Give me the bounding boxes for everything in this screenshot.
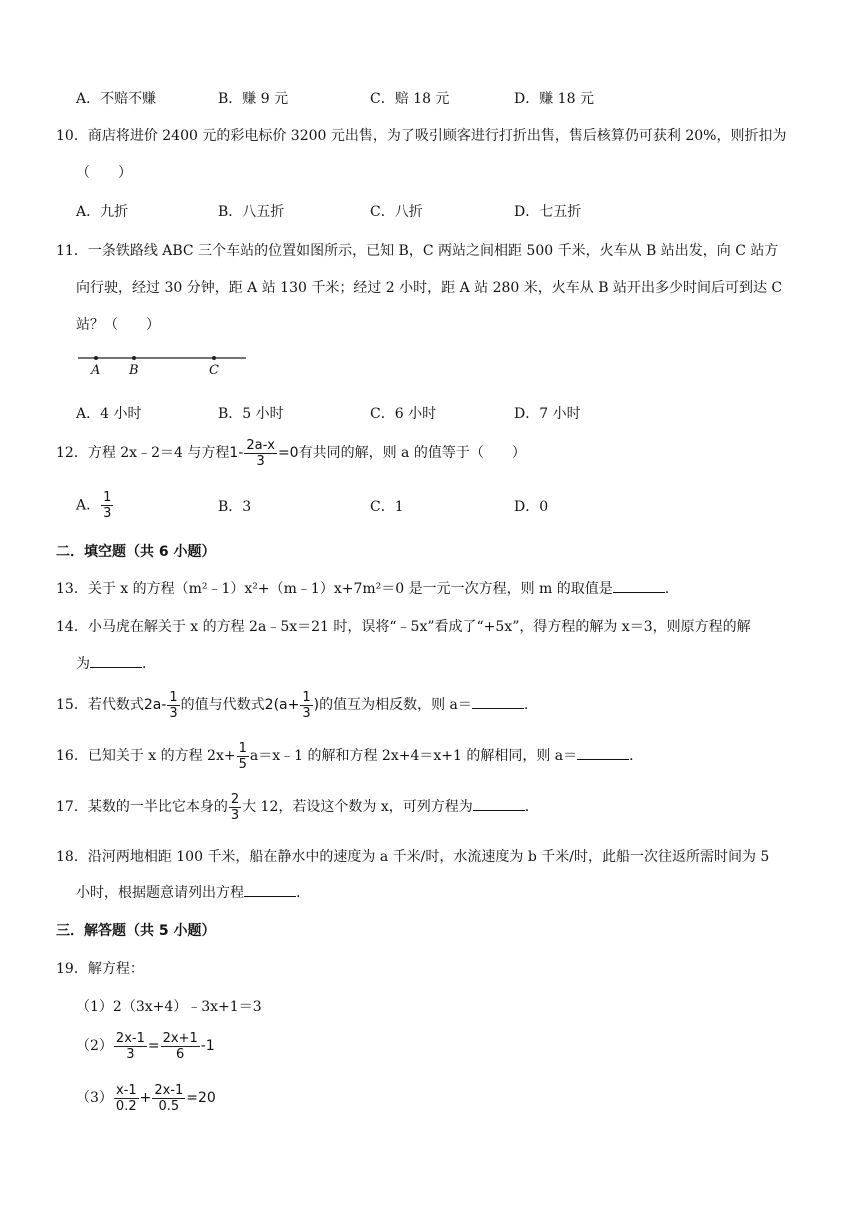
q14-answer-blank xyxy=(90,653,142,668)
q15-prefix: 15．若代数式 xyxy=(56,697,144,713)
q16-answer-blank xyxy=(577,745,629,760)
q19-p3-plus: + xyxy=(139,1090,152,1106)
q19-p3-right-frac xyxy=(152,1083,185,1114)
q11-line2: 向行驶，经过 30 分钟，距 A 站 130 千米；经过 2 小时，距 A 站 280 米，火车从 B 站开出多少时间后可到达 C xyxy=(76,280,783,296)
q12-one: 1 xyxy=(229,445,239,461)
q16 xyxy=(56,738,634,774)
q17-suffix: 大 12，若设这个数为 x，可列方程为 xyxy=(242,799,473,815)
q14-line2-text: 为 xyxy=(76,656,90,672)
q19-p3-left-frac xyxy=(114,1083,139,1114)
station-c-label: C xyxy=(209,363,219,378)
q15-suffix: 的值互为相反数，则 a＝ xyxy=(319,697,472,713)
q12-suffix: 有共同的解，则 a 的值等于（ ） xyxy=(298,445,526,461)
q12-option-c: C．1 xyxy=(370,499,404,515)
q12-a-den: 3 xyxy=(103,506,112,521)
section-3-heading: 三．解答题（共 5 小题） xyxy=(56,923,216,939)
q9-option-d: D．赚 18 元 xyxy=(514,91,594,107)
q17 xyxy=(56,789,529,825)
q17-f-den: 3 xyxy=(230,807,240,823)
q10-line1: 10．商店将进价 2400 元的彩电标价 3200 元出售，为了吸引顾客进行打折出售，售后核算仍可获利 20%，则折扣为 xyxy=(56,128,787,144)
q12-option-a xyxy=(76,490,114,521)
q19-p2-r-num: 2x+1 xyxy=(162,1030,198,1046)
q15 xyxy=(56,687,528,723)
railway-figure xyxy=(74,348,250,382)
q14-line1: 14．小马虎在解关于 x 的方程 2a﹣5x＝21 时，误将“﹣5x”看成了“+5x”，得方程的解为 x＝3，则原方程的解 xyxy=(56,619,751,635)
q19-p2-tail: -1 xyxy=(200,1038,215,1054)
q11-option-d: D．7 小时 xyxy=(514,406,581,422)
q12-frac-num: 2a-x xyxy=(246,437,275,453)
q17-period: . xyxy=(524,799,530,815)
q9-option-c: C．赔 18 元 xyxy=(370,91,450,107)
q15-f1-num: 1 xyxy=(169,689,178,705)
q15-answer-blank xyxy=(472,694,524,709)
railway-line-diagram xyxy=(74,348,250,382)
q12-frac-den: 3 xyxy=(256,453,265,469)
q10-option-b: B．八五折 xyxy=(218,204,285,220)
q17-f-num: 2 xyxy=(230,791,240,807)
q15-mid: 的值与代数式 xyxy=(180,697,265,713)
q15-frac2 xyxy=(300,690,312,721)
q13-text: 13．关于 x 的方程（m²﹣1）x²+（m﹣1）x+7m²＝0 是一元一次方程，则 m 的取值是 xyxy=(56,581,613,597)
q11-option-b: B．5 小时 xyxy=(218,406,284,422)
q12-a-num: 1 xyxy=(103,490,112,505)
q12-eq: =0 xyxy=(277,445,299,461)
q14-line2 xyxy=(76,653,146,673)
q15-f1-den: 3 xyxy=(169,705,178,721)
q19-p3-tail: =20 xyxy=(186,1090,216,1106)
station-c-dot xyxy=(212,356,216,360)
q13 xyxy=(56,578,669,598)
q19-part2 xyxy=(76,1026,215,1066)
q15-frac1 xyxy=(167,690,179,721)
station-b-dot xyxy=(132,356,136,360)
q12-option-b: B．3 xyxy=(218,499,252,515)
q18-answer-blank xyxy=(244,882,296,897)
q16-period: . xyxy=(629,748,634,764)
q19-p2-r-den: 6 xyxy=(176,1046,185,1062)
q12-option-d: D．0 xyxy=(514,499,549,515)
q18-period: . xyxy=(296,885,301,901)
q16-suffix: a＝x﹣1 的解和方程 2x+4＝x+1 的解相同，则 a＝ xyxy=(249,748,578,764)
q15-period: . xyxy=(523,697,529,713)
q17-prefix: 17．某数的一半比它本身的 xyxy=(56,799,228,815)
q11-option-c: C．6 小时 xyxy=(370,406,437,422)
q19-p2-left-frac xyxy=(114,1031,147,1062)
q12-stem: 12．方程 2x﹣2＝4 与方程1- $\frac{2a-x}{3}$ =0有共同的解，则 a 的值等于（ ） xyxy=(56,437,526,469)
q17-frac xyxy=(229,792,241,823)
q18-line1: 18．沿河两地相距 100 千米，船在静水中的速度为 a 千米/时，水流速度为 b 千米/时，此船一次往返所需时间为 5 xyxy=(56,849,770,865)
q19-p2-eq: = xyxy=(147,1038,160,1054)
q10-line2: （ ） xyxy=(76,165,132,181)
q19-p2-l-num: 2x-1 xyxy=(115,1030,145,1046)
q17-answer-blank xyxy=(473,796,525,811)
q13-answer-blank xyxy=(613,578,665,593)
q19-part1: （1）2（3x+4）﹣3x+1＝3 xyxy=(76,999,262,1015)
station-a-label: A xyxy=(91,363,101,378)
q12-a-fraction xyxy=(101,490,113,521)
q19-p3-l-num: x-1 xyxy=(114,1083,139,1099)
station-b-label: B xyxy=(129,363,139,378)
q9-option-a: A．不赔不赚 xyxy=(76,91,157,107)
q16-f-num: 1 xyxy=(238,740,247,756)
q19-part3 xyxy=(76,1078,216,1118)
q12-fraction xyxy=(244,438,277,469)
q12-prefix: 12．方程 2x﹣2＝4 与方程 xyxy=(56,445,230,461)
q12-a-label: A． xyxy=(76,497,101,514)
q13-period: . xyxy=(664,581,670,597)
q19-p2-right-frac xyxy=(161,1031,200,1062)
q15-expr2b: ) xyxy=(313,697,320,713)
q15-f2-num: 1 xyxy=(302,689,311,705)
q16-f-den: 5 xyxy=(238,756,247,772)
q19-title: 19．解方程： xyxy=(56,961,144,977)
q19-p2-l-den: 3 xyxy=(126,1046,135,1062)
q9-option-b: B．赚 9 元 xyxy=(218,91,289,107)
q18-line2-text: 小时，根据题意请列出方程 xyxy=(76,885,244,901)
q19-p3-r-den: 0.5 xyxy=(158,1098,180,1114)
q19-p3-label: （3） xyxy=(76,1090,113,1106)
q18-line2 xyxy=(76,882,300,902)
section-2-heading: 二．填空题（共 6 小题） xyxy=(56,544,216,560)
q19-p3-l-den: 0.2 xyxy=(115,1098,137,1114)
q16-frac xyxy=(237,741,249,772)
q11-option-a: A．4 小时 xyxy=(76,406,142,422)
q10-option-d: D．七五折 xyxy=(514,204,582,220)
q19-p2-label: （2） xyxy=(76,1038,113,1054)
q19-p3-r-num: 2x-1 xyxy=(154,1082,184,1098)
q16-prefix: 16．已知关于 x 的方程 2x+ xyxy=(56,748,236,764)
station-a-dot xyxy=(94,356,98,360)
q15-f2-den: 3 xyxy=(302,705,311,721)
q10-option-c: C．八折 xyxy=(370,204,423,220)
q15-expr1: 2a- xyxy=(143,697,167,713)
q14-period: . xyxy=(142,656,147,672)
q15-expr2a: 2(a+ xyxy=(264,697,300,713)
q11-line1: 11．一条铁路线 ABC 三个车站的位置如图所示，已知 B，C 两站之间相距 500 千米，火车从 B 站出发，向 C 站方 xyxy=(56,243,779,259)
q11-line3: 站？（ ） xyxy=(76,317,160,333)
q10-option-a: A．九折 xyxy=(76,204,129,220)
